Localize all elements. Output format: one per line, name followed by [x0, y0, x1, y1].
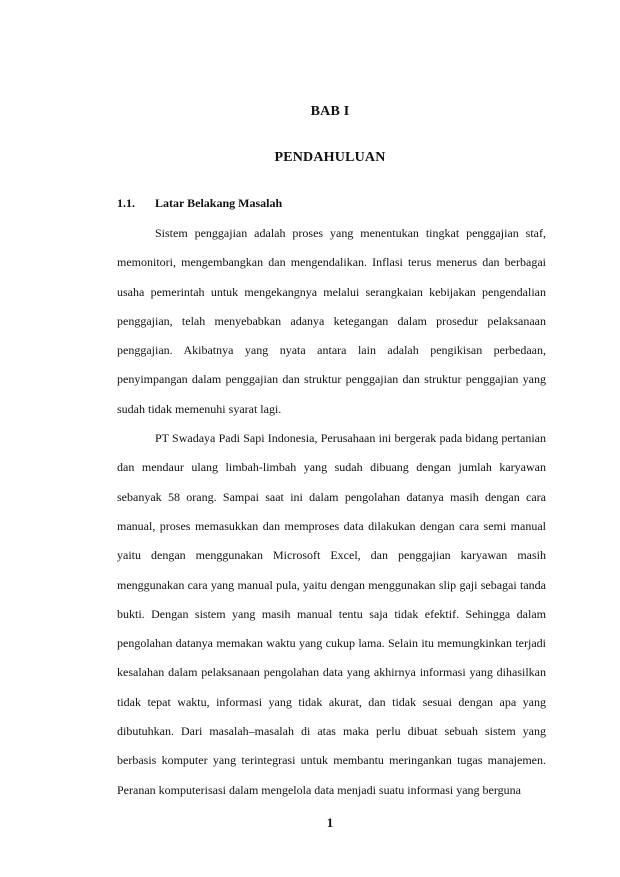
section-title: Latar Belakang Masalah: [155, 196, 283, 210]
chapter-title: PENDAHULUAN: [274, 150, 386, 165]
paragraph-2: PT Swadaya Padi Sapi Indonesia, Perusahaan ini bergerak pada bidang pertanian dan mendaur ulang limbah-limbah yang sudah dibuang dengan jumlah karyawan sebanyak 58 orang. Sampai saat ini dalam pengolahan datanya masih dengan cara manual, proses memasukkan dan memproses data dilakukan dengan cara semi manual yaitu dengan menggunakan Microsoft Excel, dan penggajian karyawan masih menggunakan cara yang manual pula, yaitu dengan menggunakan slip gaji sebagai tanda bukti. Dengan sistem yang masih manual tentu saja tidak efektif. Sehingga dalam pengolahan datanya memakan waktu yang cukup lama. Selain itu memungkinkan terjadi kesalahan dalam pelaksanaan pengolahan data yang akhirnya informasi yang dihasilkan tidak tepat waktu, informasi yang tidak akurat, dan tidak sesuai dengan apa yang dibutuhkan. Dari masalah–masalah di atas maka perlu dibuat sebuah sistem yang berbasis komputer yang terintegrasi untuk membantu meringankan tugas manajemen. Peranan komputerisasi dalam mengelola data menjadi suatu informasi yang berguna: [117, 431, 546, 797]
paragraph-1: Sistem penggajian adalah proses yang menentukan tingkat penggajian staf, memonitori, mengembangkan dan mengendalikan. Inflasi terus menerus dan berbagai usaha pemerintah untuk mengekangnya melalui serangkaian kebijakan pengendalian penggajian, telah menyebabkan adanya ketegangan dalam prosedur pelaksanaan penggajian. Akibatnya yang nyata antara lain adalah pengikisan perbedaan, penyimpangan dalam penggajian dan struktur penggajian dan struktur penggajian yang sudah tidak memenuhi syarat lagi.: [117, 226, 546, 416]
section-number: 1.1.: [117, 196, 135, 210]
page-number: 1: [326, 815, 334, 830]
chapter-number: BAB I: [310, 104, 350, 119]
section-heading: [117, 196, 282, 211]
body-text: [117, 219, 546, 805]
